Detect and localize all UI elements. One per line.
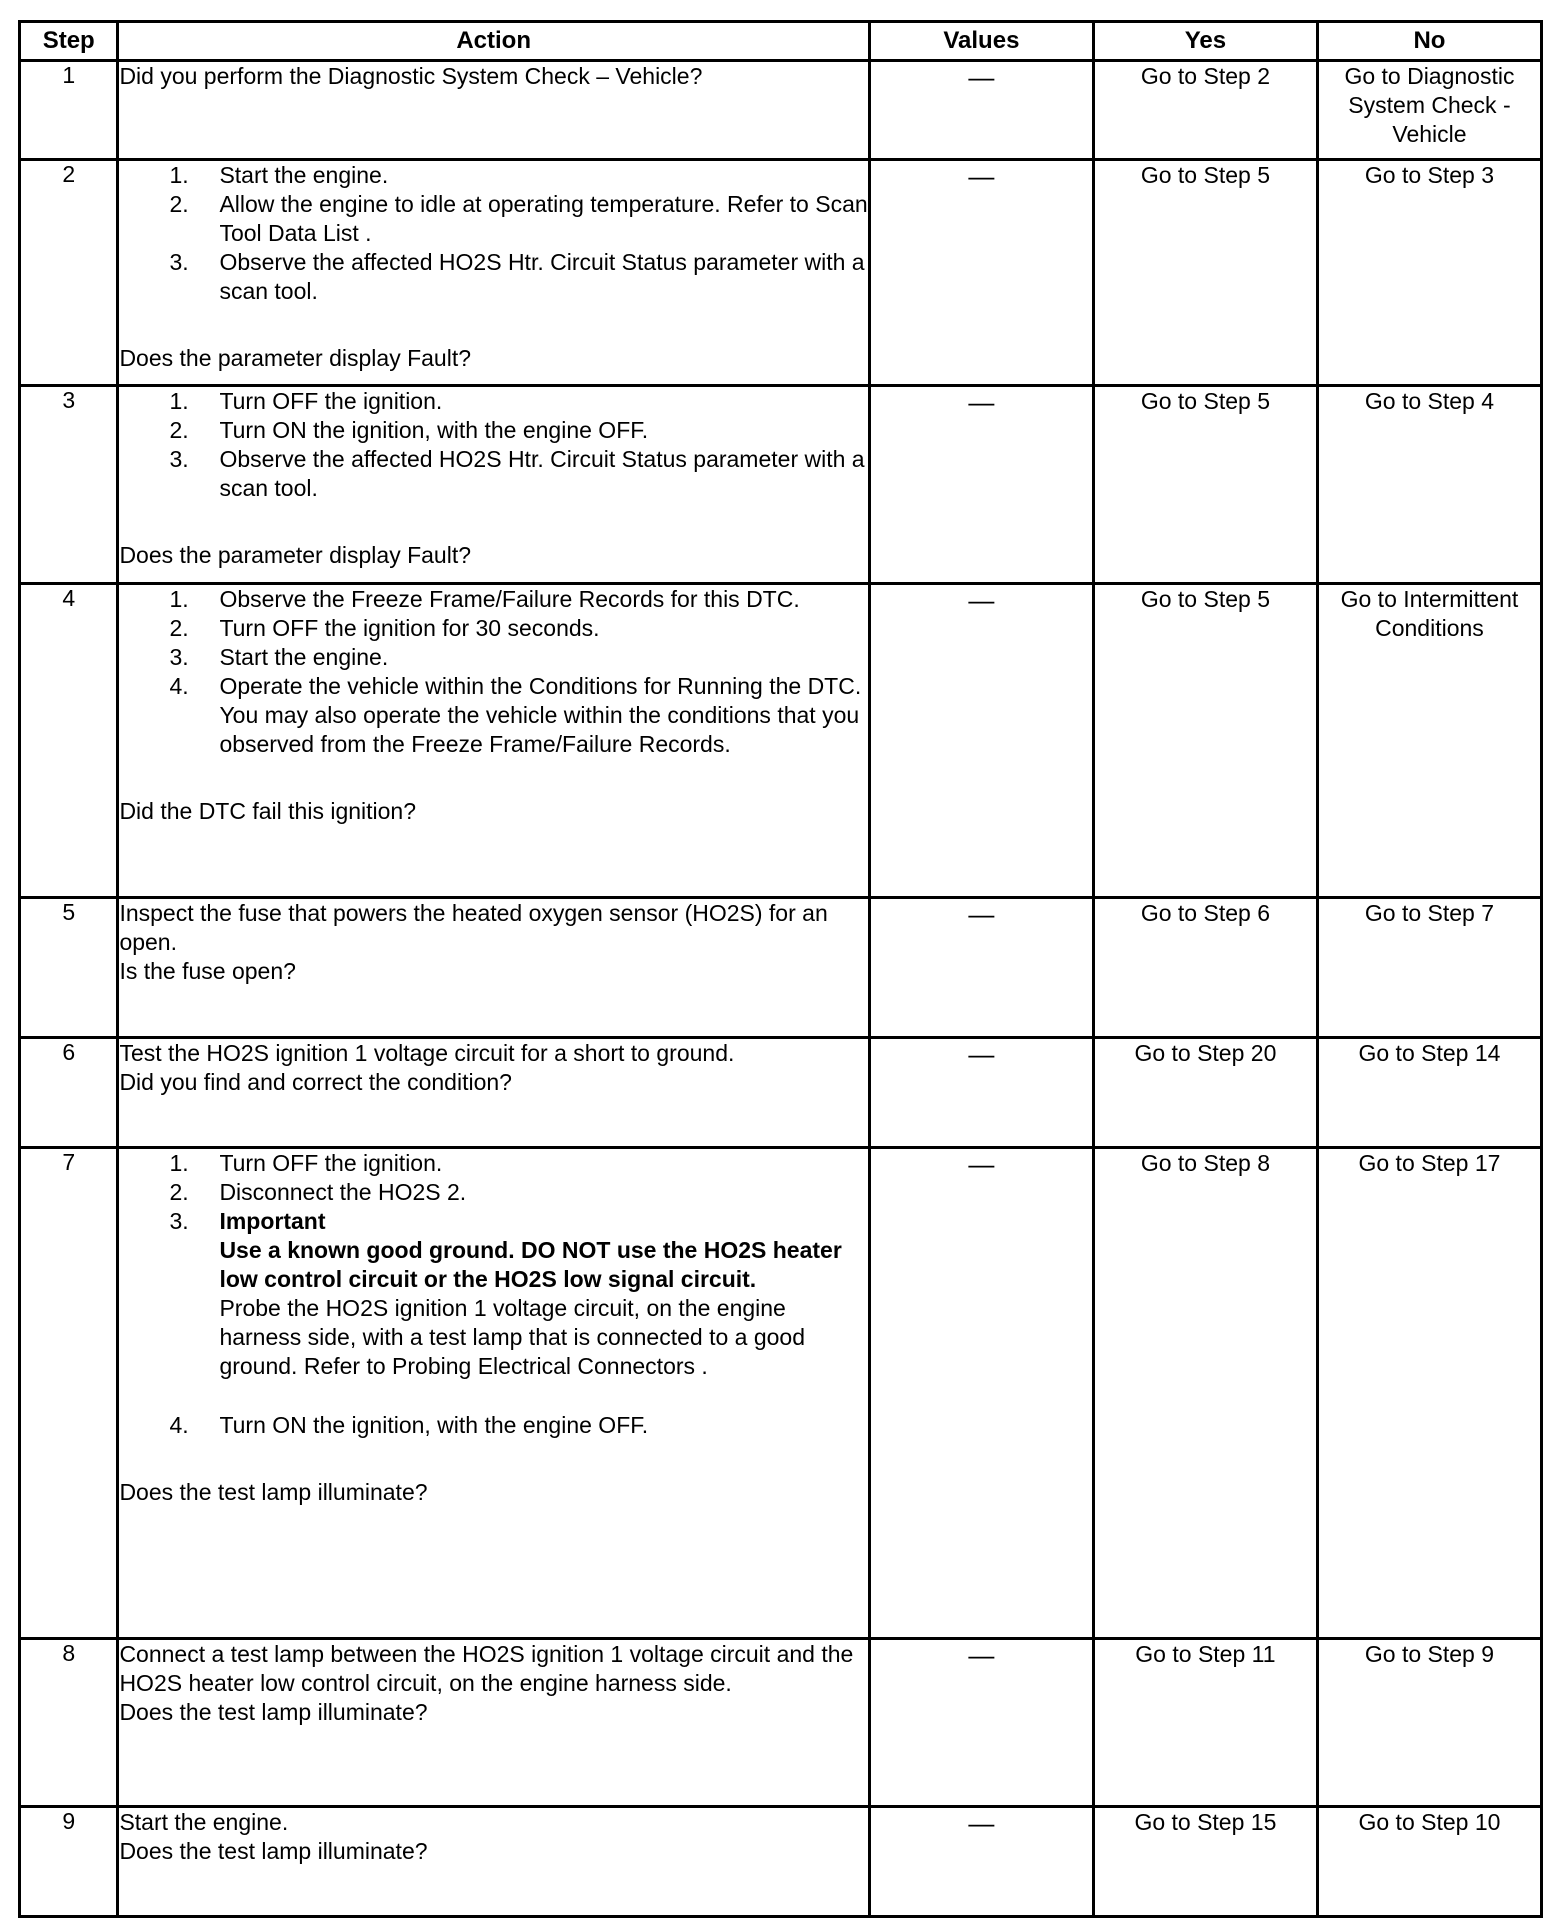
no-cell: Go to Step 4 xyxy=(1317,386,1541,584)
action-cell xyxy=(118,898,869,1038)
action-question: Does the test lamp illuminate? xyxy=(119,1838,428,1864)
yes-cell: Go to Step 15 xyxy=(1093,1807,1317,1917)
values-cell: — xyxy=(869,1639,1093,1807)
action-list xyxy=(119,585,867,759)
table-row xyxy=(20,1148,1542,1639)
header-values: Values xyxy=(869,22,1093,61)
action-text: Connect a test lamp between the HO2S ignition 1 voltage circuit and the HO2S heater low control circuit, on the engine harness side. xyxy=(119,1641,854,1696)
action-cell xyxy=(118,61,869,160)
list-item: 3. Observe the affected HO2S Htr. Circuit Status parameter with a scan tool. xyxy=(169,249,865,304)
table-row xyxy=(20,584,1542,898)
values-cell: — xyxy=(869,160,1093,386)
table-row xyxy=(20,1038,1542,1148)
header-yes: Yes xyxy=(1093,22,1317,61)
yes-cell: Go to Step 2 xyxy=(1093,61,1317,160)
action-text: Inspect the fuse that powers the heated oxygen sensor (HO2S) for an open. xyxy=(119,900,828,955)
values-cell: — xyxy=(869,1148,1093,1639)
values-cell: — xyxy=(869,386,1093,584)
no-cell: Go to Step 10 xyxy=(1317,1807,1541,1917)
step-number: 8 xyxy=(20,1639,118,1807)
important-label: Important xyxy=(219,1208,326,1234)
table-row xyxy=(20,160,1542,386)
action-question: Does the test lamp illuminate? xyxy=(119,1699,428,1725)
list-item: 3. Start the engine. xyxy=(169,644,389,670)
action-question: Is the fuse open? xyxy=(119,958,296,984)
header-step: Step xyxy=(20,22,118,61)
table-row xyxy=(20,1807,1542,1917)
list-item: 1. Observe the Freeze Frame/Failure Records for this DTC. xyxy=(169,586,800,612)
action-cell xyxy=(118,160,869,386)
values-cell: — xyxy=(869,1807,1093,1917)
list-item: 2. Allow the engine to idle at operating temperature. Refer to Scan Tool Data List . xyxy=(169,191,868,246)
list-item: 2. Disconnect the HO2S 2. xyxy=(169,1179,467,1205)
yes-cell: Go to Step 5 xyxy=(1093,584,1317,898)
step-number: 3 xyxy=(20,386,118,584)
yes-cell: Go to Step 6 xyxy=(1093,898,1317,1038)
action-text: Start the engine. xyxy=(119,1809,289,1835)
step-number: 1 xyxy=(20,61,118,160)
yes-cell: Go to Step 20 xyxy=(1093,1038,1317,1148)
table-row xyxy=(20,61,1542,160)
list-item: 2. Turn OFF the ignition for 30 seconds. xyxy=(169,615,600,641)
yes-cell: Go to Step 5 xyxy=(1093,160,1317,386)
table-row xyxy=(20,386,1542,584)
header-row xyxy=(20,22,1542,61)
diagnostic-table xyxy=(18,20,1543,1918)
list-item: 1. Start the engine. xyxy=(169,162,389,188)
action-question: Did the DTC fail this ignition? xyxy=(119,798,417,824)
yes-cell: Go to Step 5 xyxy=(1093,386,1317,584)
no-cell: Go to Step 14 xyxy=(1317,1038,1541,1148)
list-item: 3. Important Use a known good ground. DO NOT use the HO2S heater low control circuit or the HO2S low signal circuit. Probe the HO2S ignition 1 voltage circuit, on the engine harness side, with a test lamp that is connected to a good ground. Refer to Probing Electrical Connectors . xyxy=(119,1207,867,1381)
no-cell: Go to Step 9 xyxy=(1317,1639,1541,1807)
values-cell: — xyxy=(869,61,1093,160)
list-item: 1. Turn OFF the ignition. xyxy=(169,1150,443,1176)
action-cell xyxy=(118,584,869,898)
action-list xyxy=(119,387,867,503)
values-cell: — xyxy=(869,584,1093,898)
list-item: 1. Turn OFF the ignition. xyxy=(169,388,443,414)
no-cell: Go to Diagnostic System Check - Vehicle xyxy=(1317,61,1541,160)
yes-cell: Go to Step 11 xyxy=(1093,1639,1317,1807)
step-number: 6 xyxy=(20,1038,118,1148)
important-note: Use a known good ground. DO NOT use the HO2S heater low control circuit or the HO2S low signal circuit. xyxy=(219,1237,842,1292)
header-no: No xyxy=(1317,22,1541,61)
action-question: Did you find and correct the condition? xyxy=(119,1069,512,1095)
step-number: 7 xyxy=(20,1148,118,1639)
action-list xyxy=(119,161,867,306)
action-cell xyxy=(118,386,869,584)
action-text: Did you perform the Diagnostic System Check – Vehicle? xyxy=(119,63,703,89)
values-cell: — xyxy=(869,898,1093,1038)
probe-instruction: Probe the HO2S ignition 1 voltage circuit, on the engine harness side, with a test lamp that is connected to a good ground. Refer to Probing Electrical Connectors . xyxy=(219,1295,806,1379)
action-cell xyxy=(118,1639,869,1807)
action-cell xyxy=(118,1807,869,1917)
values-cell: — xyxy=(869,1038,1093,1148)
yes-cell: Go to Step 8 xyxy=(1093,1148,1317,1639)
step-number: 9 xyxy=(20,1807,118,1917)
no-cell: Go to Step 3 xyxy=(1317,160,1541,386)
table-row xyxy=(20,1639,1542,1807)
step-number: 2 xyxy=(20,160,118,386)
no-cell: Go to Step 7 xyxy=(1317,898,1541,1038)
table-row xyxy=(20,898,1542,1038)
action-text: Test the HO2S ignition 1 voltage circuit for a short to ground. xyxy=(119,1040,735,1066)
list-item: 4. Operate the vehicle within the Conditions for Running the DTC. You may also operate the vehicle within the conditions that you observed from the Freeze Frame/Failure Records. xyxy=(169,673,862,757)
no-cell: Go to Step 17 xyxy=(1317,1148,1541,1639)
action-question: Does the parameter display Fault? xyxy=(119,542,472,568)
no-cell: Go to Intermittent Conditions xyxy=(1317,584,1541,898)
action-cell xyxy=(118,1148,869,1639)
action-list xyxy=(119,1149,867,1440)
action-question: Does the test lamp illuminate? xyxy=(119,1479,428,1505)
list-item: 2. Turn ON the ignition, with the engine OFF. xyxy=(169,417,649,443)
action-question: Does the parameter display Fault? xyxy=(119,345,472,371)
header-action: Action xyxy=(118,22,869,61)
list-item: 3. Observe the affected HO2S Htr. Circuit Status parameter with a scan tool. xyxy=(169,446,865,501)
list-item: 4. Turn ON the ignition, with the engine OFF. xyxy=(169,1412,649,1438)
step-number: 5 xyxy=(20,898,118,1038)
step-number: 4 xyxy=(20,584,118,898)
action-cell xyxy=(118,1038,869,1148)
